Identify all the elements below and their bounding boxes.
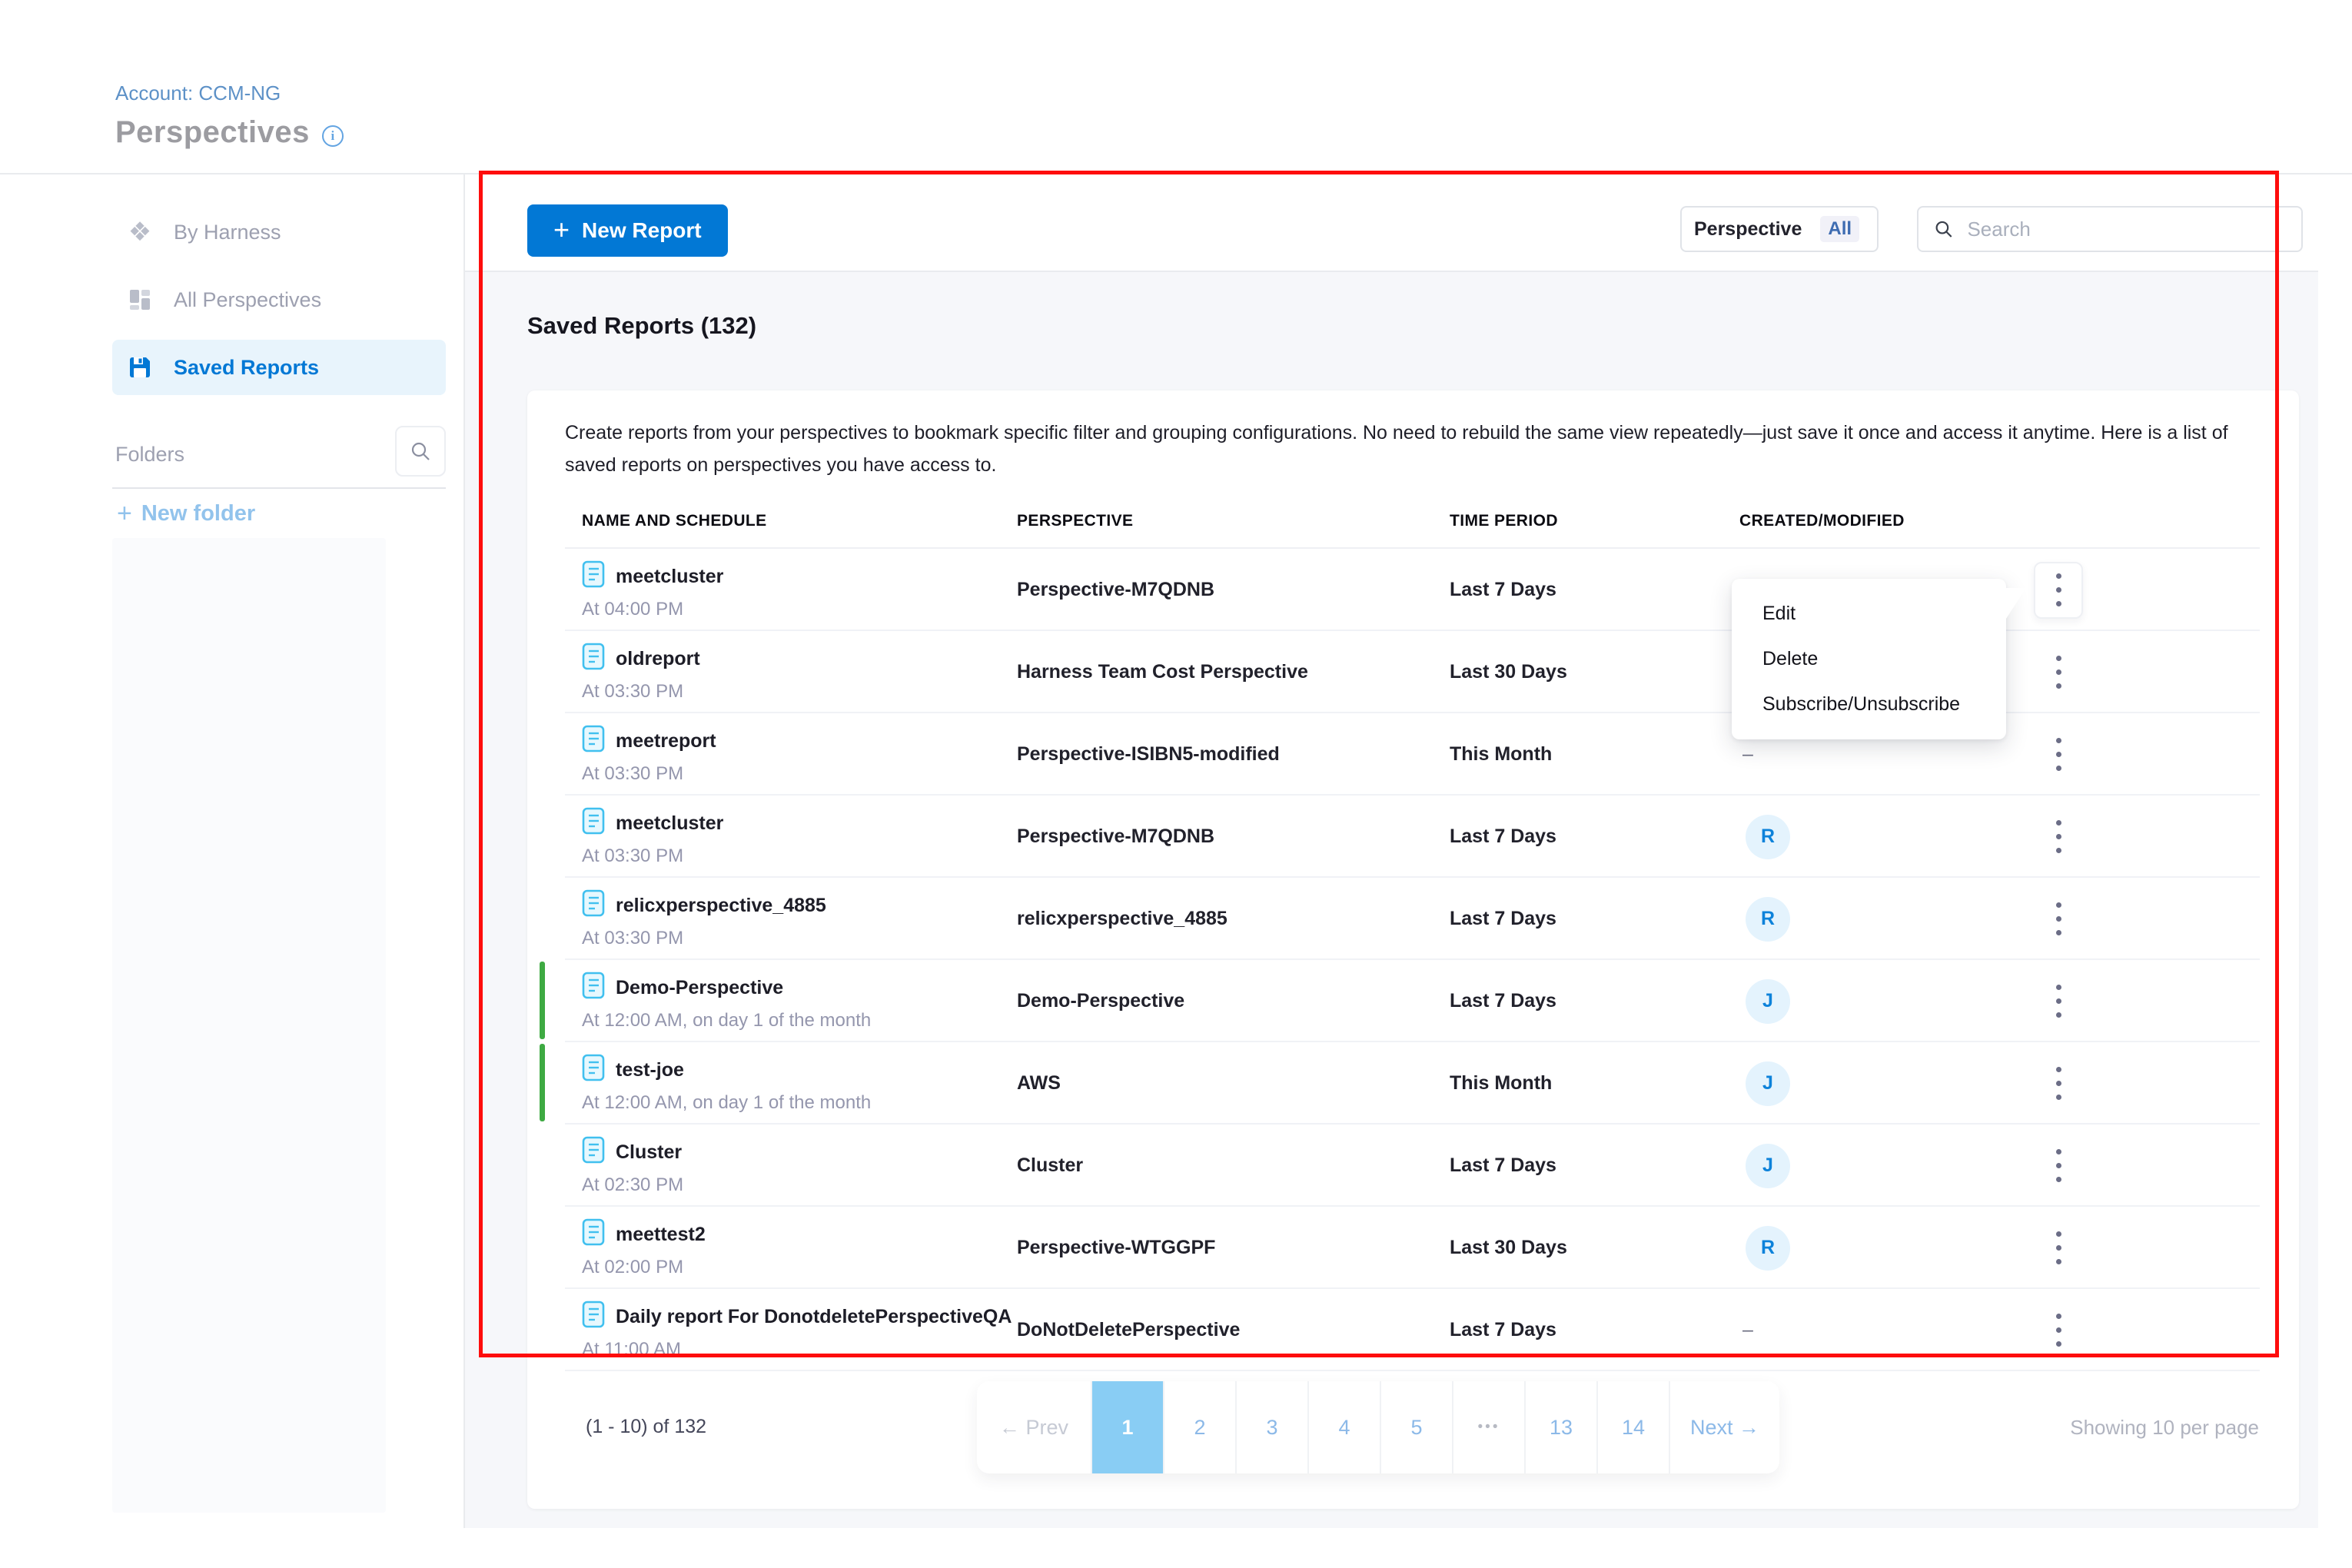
report-name[interactable]: test-joe (616, 1058, 684, 1081)
report-doc-icon (582, 560, 605, 593)
report-time-period: Last 7 Days (1450, 908, 1556, 929)
report-name[interactable]: Demo-Perspective (616, 976, 784, 998)
report-time-period: Last 30 Days (1450, 1237, 1567, 1258)
report-name-cell (565, 972, 1017, 1031)
row-accent-bar (540, 962, 545, 1039)
harness-diamond-icon: ❖ (128, 218, 152, 247)
avatar: R (1746, 1226, 1790, 1271)
report-created-cell (1739, 1061, 2034, 1106)
menu-pointer-tail (2003, 588, 2026, 623)
section-title: Saved Reports (132) (527, 312, 757, 339)
pager-page-13[interactable]: 13 (1526, 1381, 1598, 1473)
report-name-cell (565, 1301, 1017, 1360)
column-header-time-period: TIME PERIOD (1450, 512, 1558, 530)
created-empty-dash: – (1742, 743, 1753, 765)
report-perspective: Perspective-M7QDNB (1017, 826, 1215, 847)
report-time-period: This Month (1450, 743, 1553, 765)
report-name[interactable]: meetcluster (616, 565, 724, 587)
new-folder-label: New folder (141, 501, 256, 526)
table-row (527, 960, 2299, 1042)
table-row (527, 1125, 2299, 1207)
report-name-cell (565, 1218, 1017, 1278)
row-actions-kebab-button[interactable] (2034, 562, 2083, 619)
row-separator (565, 1370, 2260, 1371)
page-title-row (115, 115, 344, 150)
avatar: J (1746, 1144, 1790, 1188)
row-actions-kebab-button[interactable] (2034, 1138, 2083, 1194)
context-menu-item-subscribe-unsubscribe[interactable]: Subscribe/Unsubscribe (1762, 693, 1961, 715)
header-divider (0, 173, 2352, 174)
report-perspective: Perspective-WTGGPF (1017, 1237, 1216, 1258)
info-icon[interactable]: i (322, 125, 344, 147)
row-actions-cell (2034, 726, 2260, 783)
report-time-period: Last 7 Days (1450, 579, 1556, 600)
avatar: R (1746, 897, 1790, 942)
new-report-button[interactable] (527, 204, 728, 257)
report-doc-icon (582, 725, 605, 758)
report-name[interactable]: meetreport (616, 729, 716, 752)
report-perspective: DoNotDeletePerspective (1017, 1319, 1241, 1340)
report-name[interactable]: oldreport (616, 647, 700, 669)
created-empty-dash: – (1742, 1319, 1753, 1340)
report-doc-icon (582, 1136, 605, 1169)
row-actions-kebab-button[interactable] (2034, 973, 2083, 1030)
filter-value-badge: All (1820, 216, 1859, 242)
row-actions-cell (2034, 809, 2260, 865)
row-actions-cell (2034, 1220, 2260, 1277)
report-name-cell (565, 725, 1017, 785)
column-header-created-modified: CREATED/MODIFIED (1739, 512, 1905, 530)
table-row (527, 878, 2299, 960)
sidebar-placeholder-panel (112, 538, 386, 1513)
row-actions-cell (2034, 1055, 2260, 1112)
report-doc-icon (582, 889, 605, 922)
report-name-cell (565, 807, 1017, 867)
pager-page-4[interactable]: 4 (1309, 1381, 1381, 1473)
report-schedule: At 12:00 AM, on day 1 of the month (582, 1009, 872, 1031)
report-schedule: At 03:30 PM (582, 680, 684, 702)
report-schedule: At 04:00 PM (582, 598, 684, 620)
context-menu-item-delete[interactable]: Delete (1762, 648, 1819, 669)
new-folder-button[interactable] (112, 498, 260, 530)
report-time-period: Last 7 Days (1450, 826, 1556, 847)
sidebar-item-label: By Harness (174, 220, 281, 244)
avatar: J (1746, 1061, 1790, 1106)
context-menu-item-edit[interactable]: Edit (1762, 603, 1796, 624)
report-schedule: At 03:30 PM (582, 762, 684, 784)
pager-ellipsis: ••• (1453, 1381, 1526, 1473)
sidebar-item-saved-reports[interactable] (112, 340, 446, 395)
sidebar-item-label: All Perspectives (174, 287, 322, 311)
grid-icon (126, 286, 154, 314)
search-icon (410, 440, 431, 462)
row-actions-kebab-button[interactable] (2034, 891, 2083, 948)
new-report-label: New Report (582, 218, 702, 242)
report-time-period: This Month (1450, 1072, 1553, 1094)
report-doc-icon (582, 972, 605, 1005)
pager-page-14[interactable]: 14 (1598, 1381, 1670, 1473)
table-row (527, 796, 2299, 878)
report-name[interactable]: relicxperspective_4885 (616, 894, 826, 916)
report-name-cell (565, 643, 1017, 703)
report-time-period: Last 30 Days (1450, 661, 1567, 683)
plus-icon: + (553, 213, 570, 245)
report-schedule: At 12:00 AM, on day 1 of the month (582, 1091, 872, 1113)
table-row (527, 1289, 2299, 1371)
row-actions-kebab-button[interactable] (2034, 644, 2083, 701)
report-name-cell (565, 1136, 1017, 1196)
page-title: Perspectives (115, 115, 310, 149)
sidebar-item-all-perspectives[interactable] (112, 272, 446, 327)
row-actions-cell (2034, 1138, 2260, 1194)
avatar: R (1746, 815, 1790, 859)
report-created-cell (1739, 815, 2034, 859)
folders-divider (112, 487, 446, 489)
pager-page-1[interactable]: 1 (1092, 1381, 1164, 1473)
table-header (565, 512, 2260, 530)
table-row (527, 631, 2299, 713)
report-created-cell (1739, 1319, 2034, 1341)
filter-label: Perspective (1694, 218, 1802, 240)
report-name-cell (565, 1054, 1017, 1114)
reports-table-body (527, 549, 2299, 1371)
save-icon (126, 354, 154, 381)
row-actions-kebab-button[interactable] (2034, 1055, 2083, 1112)
plus-icon: + (117, 499, 132, 528)
report-schedule: At 03:30 PM (582, 927, 684, 948)
showing-per-page: Showing 10 per page (2070, 1416, 2259, 1439)
report-name-cell (565, 889, 1017, 949)
breadcrumb-account: Account: CCM-NG (115, 81, 281, 105)
sidebar-item-label: Saved Reports (174, 355, 320, 379)
row-actions-cell (2034, 644, 2260, 701)
report-time-period: Last 7 Days (1450, 1319, 1556, 1340)
report-schedule: At 11:00 AM (582, 1338, 681, 1360)
report-created-cell (1739, 1144, 2034, 1188)
report-schedule: At 02:00 PM (582, 1256, 684, 1277)
report-doc-icon (582, 1054, 605, 1087)
avatar: J (1746, 979, 1790, 1024)
row-actions-kebab-button[interactable] (2034, 1220, 2083, 1277)
row-actions-kebab-button[interactable] (2034, 809, 2083, 865)
row-actions-kebab-button[interactable] (2034, 1302, 2083, 1359)
report-doc-icon (582, 643, 605, 676)
report-created-cell (1739, 1226, 2034, 1271)
report-name-cell (565, 560, 1017, 620)
report-created-cell (1739, 743, 2034, 766)
report-perspective: Harness Team Cost Perspective (1017, 661, 1308, 683)
table-row (527, 1042, 2299, 1125)
report-perspective: AWS (1017, 1072, 1061, 1094)
table-row (527, 713, 2299, 796)
pager-page-5[interactable]: 5 (1381, 1381, 1453, 1473)
card-description: Create reports from your perspectives to bookmark specific filter and grouping configurations. No need to rebuild the same view repeatedly—just save it once and access it anytime. Here is a list of saved reports on perspectives you have access to. (565, 422, 2228, 476)
search-icon (1934, 218, 1953, 240)
report-doc-icon (582, 807, 605, 840)
report-created-cell (1739, 979, 2034, 1024)
report-perspective: Demo-Perspective (1017, 990, 1185, 1012)
report-doc-icon (582, 1218, 605, 1251)
pagination-range: (1 - 10) of 132 (586, 1416, 707, 1437)
table-row (527, 1207, 2299, 1289)
search-input[interactable] (1965, 217, 2286, 242)
sidebar-item-by-harness[interactable] (112, 204, 446, 260)
row-accent-bar (540, 1044, 545, 1121)
report-doc-icon (582, 1301, 605, 1334)
pager-page-3[interactable]: 3 (1237, 1381, 1309, 1473)
report-name[interactable]: Cluster (616, 1141, 683, 1163)
report-perspective: Perspective-ISIBN5-modified (1017, 743, 1280, 765)
pager (977, 1381, 1779, 1473)
report-schedule: At 02:30 PM (582, 1174, 684, 1195)
report-created-cell (1739, 897, 2034, 942)
row-actions-cell (2034, 1302, 2260, 1359)
perspective-filter-dropdown[interactable] (1680, 206, 1879, 252)
report-perspective: Cluster (1017, 1154, 1084, 1176)
report-time-period: Last 7 Days (1450, 990, 1556, 1012)
column-header-name: NAME AND SCHEDULE (582, 512, 767, 530)
pager-prev-button[interactable]: ← Prev (977, 1381, 1092, 1473)
folders-search-button[interactable] (395, 426, 446, 477)
toolbar-divider (465, 271, 2318, 272)
report-perspective: Perspective-M7QDNB (1017, 579, 1215, 600)
pager-page-2[interactable]: 2 (1164, 1381, 1237, 1473)
saved-reports-card (527, 390, 2299, 1509)
pager-next-button[interactable]: Next → (1689, 1415, 1760, 1439)
report-name[interactable]: meettest2 (616, 1223, 706, 1245)
report-perspective: relicxperspective_4885 (1017, 908, 1227, 929)
row-actions-cell (2034, 562, 2260, 619)
report-schedule: At 03:30 PM (582, 845, 684, 866)
row-actions-cell (2034, 891, 2260, 948)
report-time-period: Last 7 Days (1450, 1154, 1556, 1176)
report-name[interactable]: Daily report For DonotdeletePerspectiveQA (616, 1305, 1012, 1327)
row-actions-kebab-button[interactable] (2034, 726, 2083, 783)
table-row (527, 549, 2299, 631)
row-context-menu (1732, 579, 2006, 739)
report-name[interactable]: meetcluster (616, 812, 724, 834)
column-header-perspective: PERSPECTIVE (1017, 512, 1134, 530)
search-box (1917, 206, 2303, 252)
folders-label: Folders (115, 443, 185, 466)
row-actions-cell (2034, 973, 2260, 1030)
